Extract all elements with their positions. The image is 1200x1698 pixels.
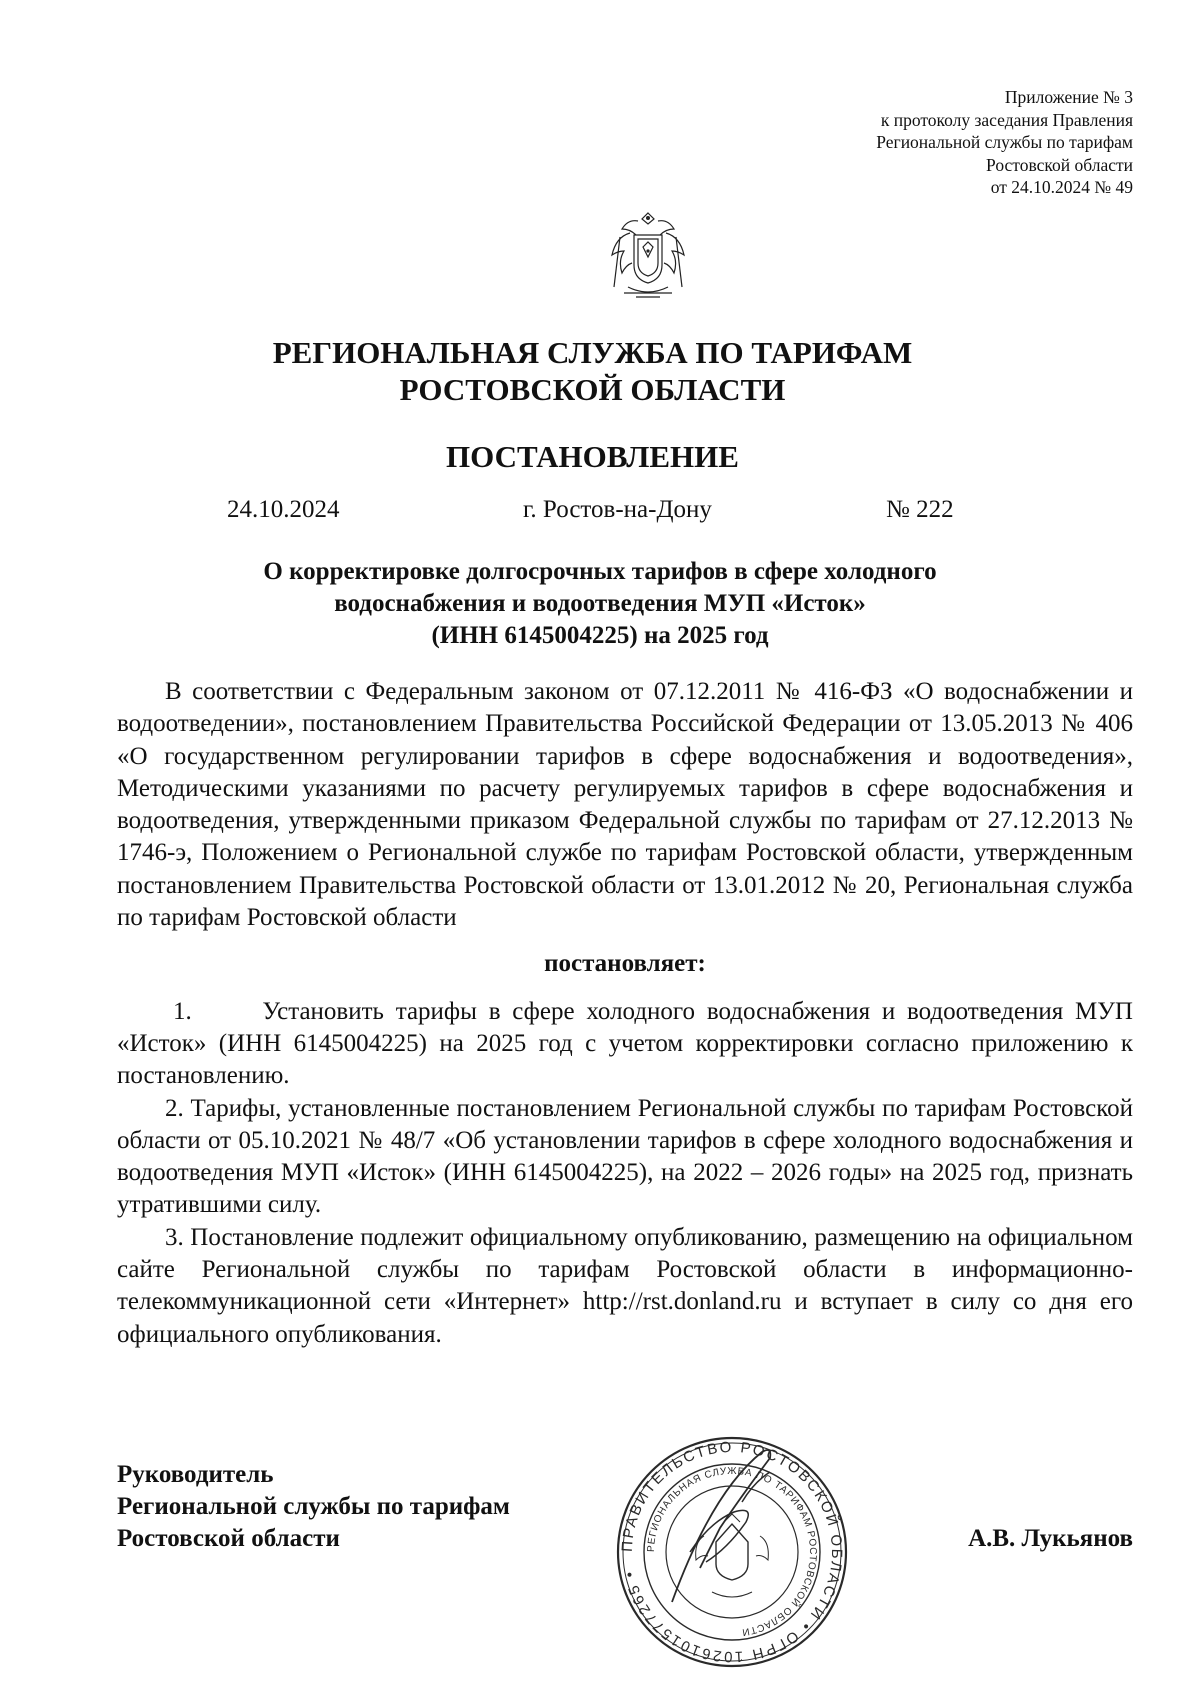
appendix-line: к протоколу заседания Правления <box>880 109 1133 130</box>
signatory-name: А.В. Лукьянов <box>968 1525 1133 1552</box>
agency-line: РОСТОВСКОЙ ОБЛАСТИ <box>399 372 786 407</box>
svg-text:РЕГИОНАЛЬНАЯ СЛУЖБА ПО ТАРИФАМ <box>646 1466 818 1637</box>
official-seal-icon <box>612 1432 852 1672</box>
signatory-title-line: Руководитель <box>117 1461 274 1488</box>
document-subject <box>170 556 1030 652</box>
appendix-note <box>876 86 1133 199</box>
appendix-line: Приложение № 3 <box>1004 87 1133 107</box>
resolves-heading: постановляет: <box>544 950 706 978</box>
document-type: ПОСТАНОВЛЕНИЕ <box>446 439 739 474</box>
signatory-title-line: Региональной службы по тарифам <box>117 1493 510 1520</box>
signatory-title-line: Ростовской области <box>117 1525 340 1552</box>
seal-outer-text: ПРАВИТЕЛЬСТВО РОСТОВСКОЙ ОБЛАСТИ • ОГРН 1026101577265 • <box>618 1438 846 1666</box>
document-city: г. Ростов-на-Дону <box>523 496 712 523</box>
coat-of-arms-icon <box>600 207 696 303</box>
appendix-line: Региональной службы по тарифам <box>876 132 1133 152</box>
document-body <box>117 676 1140 1351</box>
document-date: 24.10.2024 <box>227 496 340 523</box>
subject-line: водоснабжения и водоотведения МУП «Исток» <box>334 590 866 617</box>
subject-line: (ИНН 6145004225) на 2025 год <box>431 622 769 649</box>
appendix-line: от 24.10.2024 № 49 <box>990 177 1133 197</box>
signatory-title <box>117 1459 510 1555</box>
resolution-item: 3. Постановление подлежит официальному опубликованию, размещению на официальном сайте Региональной службы по тарифам Ростовской области в информационно-телекоммуникационной сети «Интернет» http://rst.donland.ru и вступает в силу со дня его официального опубликования. <box>117 1223 1133 1348</box>
agency-line: РЕГИОНАЛЬНАЯ СЛУЖБА ПО ТАРИФАМ <box>272 335 913 370</box>
appendix-line: Ростовской области <box>986 154 1133 175</box>
seal-inner-text: РЕГИОНАЛЬНАЯ СЛУЖБА ПО ТАРИФАМ РОСТОВСКОЙ ОБЛАСТИ <box>645 1465 819 1638</box>
preamble-paragraph: В соответствии с Федеральным законом от 07.12.2011 № 416-ФЗ «О водоснабжении и водоотведении», постановлением Правительства Российской Федерации от 13.05.2013 № 406 «О государственном регулировании тарифов в сфере водоснабжения и водоотведения», Методическими указаниями по расчету регулируемых тарифов в сфере водоснабжения и водоотведения, утвержденными приказом Федеральной службы по тарифам от 27.12.2013 № 1746-э, Положением о Региональной службе по тарифам Ростовской области, утвержденным постановлением Правительства Ростовской области от 13.01.2012 № 20, Региональная служба по тарифам Ростовской области <box>117 678 1133 932</box>
resolution-item: 2. Тарифы, установленные постановлением Региональной службы по тарифам Ростовской области от 05.10.2021 № 48/7 «Об установлении тарифов в сфере холодного водоснабжения и водоотведения МУП «Исток» (ИНН 6145004225), на 2022 – 2026 годы» на 2025 год, признать утратившими силу. <box>117 1094 1133 1219</box>
agency-name <box>117 334 1068 408</box>
subject-line: О корректировке долгосрочных тарифов в сфере холодного <box>263 558 937 585</box>
resolution-item: 1. Установить тарифы в сфере холодного водоснабжения и водоотведения МУП «Исток» (ИНН 6145004225) на 2025 год с учетом корректировки согласно приложению к постановлению. <box>117 997 1140 1090</box>
document-number: № 222 <box>886 496 954 523</box>
